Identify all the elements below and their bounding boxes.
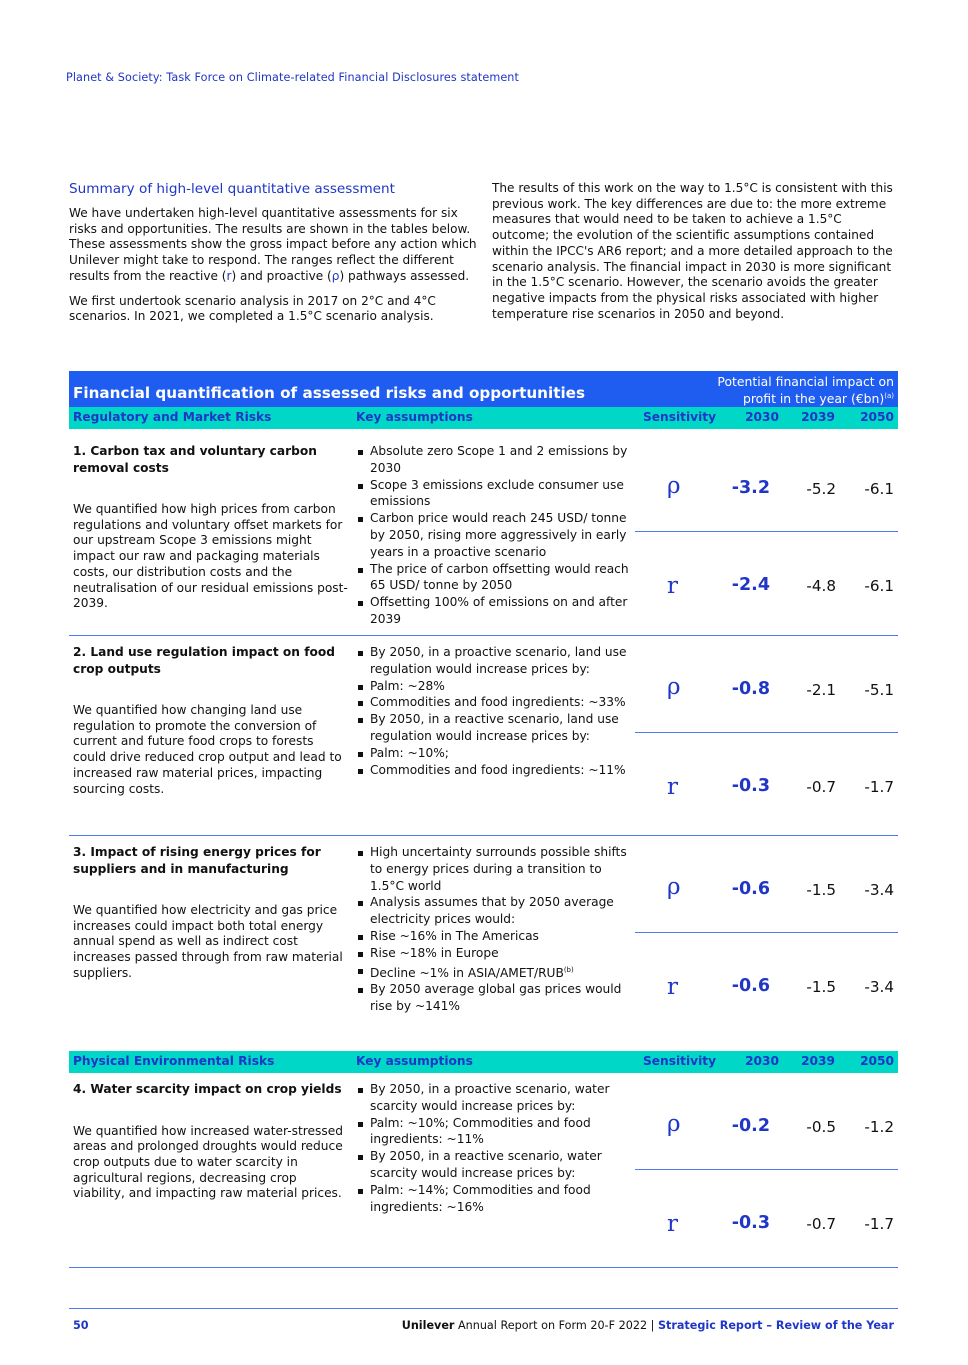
proactive-values <box>635 435 898 532</box>
value-2039: -0.7 <box>806 1215 836 1233</box>
assumption-subitem: Commodities and food ingredients: ~33% <box>356 694 632 711</box>
value-2050: -1.2 <box>864 1118 894 1136</box>
reactive-symbol: r <box>667 1211 678 1237</box>
assumption-subitem: Decline ~1% in ASIA/AMET/RUB$^{(b)}$ <box>356 962 632 982</box>
key-assumptions <box>356 844 632 1015</box>
assumption-item: Scope 3 emissions exclude consumer use emissions <box>356 477 632 511</box>
assumption-subitem: Palm: ~10%; <box>356 745 632 762</box>
risk-row-water-scarcity <box>69 1073 898 1268</box>
risk-row-land-use <box>69 636 898 836</box>
key-assumptions <box>356 644 632 778</box>
summary-heading: Summary of high-level quantitative assessment <box>69 181 395 197</box>
assumption-item: By 2050, in a proactive scenario, water scarcity would increase prices by: <box>356 1081 632 1115</box>
proactive-symbol: ρ <box>331 268 340 283</box>
value-2050: -3.4 <box>864 978 894 996</box>
value-2030: -0.3 <box>731 1213 770 1233</box>
risk-description: We quantified how changing land use regulation to promote the conversion of current and future food crops to forests could drive reduced crop output and lead to increased raw material prices, impacting sourcing costs. <box>73 703 342 796</box>
footnote-marker: (b) <box>563 965 574 974</box>
assumption-item: By 2050, in a reactive scenario, water scarcity would increase prices by: <box>356 1148 632 1182</box>
col-2039: 2039 <box>801 410 835 424</box>
assumption-item: High uncertainty surrounds possible shifts to energy prices during a transition to 1.5°C world <box>356 844 632 894</box>
reactive-symbol: r <box>667 974 678 1000</box>
key-assumptions <box>356 1081 632 1215</box>
financial-quantification-table <box>69 371 898 1268</box>
assumption-item: Offsetting 100% of emissions on and after 2039 <box>356 594 632 628</box>
intro-paragraph-1: We have undertaken high-level quantitative assessments for six risks and opportunities. The results are shown in the tables below. These assessments show the gross impact before any action which Unilever might take to respond. The ranges reflect the different results from the reactive (r) and proactive (ρ) pathways assessed. <box>69 206 477 283</box>
proactive-values <box>635 636 898 733</box>
risk-description: We quantified how high prices from carbon regulations and voluntary offset markets for our upstream Scope 3 emissions might impact our raw and packaging materials costs, our distribution costs and the neutralisation of our residual emissions post-2039. <box>73 502 348 611</box>
proactive-symbol: ρ <box>667 473 681 499</box>
value-2050: -3.4 <box>864 881 894 899</box>
assumption-item: By 2050, in a reactive scenario, land use regulation would increase prices by: <box>356 711 632 745</box>
assumption-item: By 2050, in a proactive scenario, land use regulation would increase prices by: <box>356 644 632 678</box>
assumption-item: The price of carbon offsetting would reach 65 USD/ tonne by 2050 <box>356 561 632 595</box>
reactive-symbol: r <box>226 268 232 283</box>
value-2039: -2.1 <box>806 681 836 699</box>
value-2050: -6.1 <box>864 480 894 498</box>
col-assumptions: Key assumptions <box>356 1054 473 1068</box>
reactive-symbol: r <box>667 774 678 800</box>
assumption-item: Carbon price would reach 245 USD/ tonne by 2050, rising more aggressively in early years in a proactive scenario <box>356 510 632 560</box>
value-2050: -1.7 <box>864 778 894 796</box>
value-2039: -5.2 <box>806 480 836 498</box>
value-2039: -1.5 <box>806 978 836 996</box>
col-2030: 2030 <box>745 410 779 424</box>
intro-paragraph-3: The results of this work on the way to 1.5°C is consistent with this previous work. The key differences are due to: the more extreme measures that would need to be taken to achieve a 1.5°C outcome; the evolution of the scientific assumptions contained within the IPCC's AR6 report; and a more detailed approach to the scenario analysis. The financial impact in 2030 is more significant in the 1.5°C scenario. However, the scenario avoids the greater negative impacts from the physical risks associated with higher temperature rise scenarios in 2050 and beyond. <box>492 181 893 321</box>
impact-header: Potential financial impact on profit in the year (€bn)$^{(a)}$ <box>717 374 894 407</box>
col-2050: 2050 <box>860 1054 894 1068</box>
footer-report-title: Unilever Annual Report on Form 20-F 2022 | Strategic Report – Review of the Year <box>401 1319 894 1332</box>
table-title: Financial quantification of assessed risks and opportunities <box>73 384 585 402</box>
proactive-symbol: ρ <box>667 874 681 900</box>
reactive-values <box>635 1170 898 1267</box>
reactive-symbol: r <box>667 573 678 599</box>
value-2030: -0.2 <box>731 1116 770 1136</box>
intro-right-column <box>492 181 902 331</box>
risk-title: 4. Water scarcity impact on crop yields <box>73 1082 342 1096</box>
assumption-subitem: Palm: ~10%; Commodities and food ingredients: ~11% <box>356 1115 632 1149</box>
assumption-item: Absolute zero Scope 1 and 2 emissions by 2030 <box>356 443 632 477</box>
assumption-subitem: Rise ~18% in Europe <box>356 945 632 962</box>
assumption-subitem: Rise ~16% in The Americas <box>356 928 632 945</box>
value-2050: -6.1 <box>864 577 894 595</box>
assumption-item: By 2050 average global gas prices would rise by ~141% <box>356 981 632 1015</box>
value-2039: -0.5 <box>806 1118 836 1136</box>
page-number: 50 <box>73 1319 89 1332</box>
risk-title: 1. Carbon tax and voluntary carbon removal costs <box>73 444 317 475</box>
footer-section-link: Strategic Report – Review of the Year <box>657 1319 894 1332</box>
running-header: Planet & Society: Task Force on Climate-related Financial Disclosures statement <box>66 71 519 84</box>
key-assumptions <box>356 443 632 628</box>
assumption-subitem: Commodities and food ingredients: ~11% <box>356 762 632 779</box>
value-2030: -0.8 <box>731 679 770 699</box>
group-name: Regulatory and Market Risks <box>73 410 272 424</box>
col-2030: 2030 <box>745 1054 779 1068</box>
proactive-symbol: ρ <box>667 674 681 700</box>
reactive-values <box>635 733 898 830</box>
footer-divider <box>69 1308 898 1309</box>
value-2030: -0.3 <box>731 776 770 796</box>
value-2030: -3.2 <box>731 478 770 498</box>
risk-row-energy-prices <box>69 836 898 1036</box>
value-2039: -4.8 <box>806 577 836 595</box>
assumption-item: Analysis assumes that by 2050 average electricity prices would: <box>356 894 632 928</box>
value-2030: -0.6 <box>731 879 770 899</box>
value-2039: -1.5 <box>806 881 836 899</box>
risk-row-carbon-tax <box>69 435 898 636</box>
col-sensitivity: Sensitivity <box>643 410 717 424</box>
value-2050: -5.1 <box>864 681 894 699</box>
value-2030: -2.4 <box>731 575 770 595</box>
value-2030: -0.6 <box>731 976 770 996</box>
reactive-values <box>635 532 898 629</box>
intro-paragraph-2: We first undertook scenario analysis in 2017 on 2°C and 4°C scenarios. In 2021, we completed a 1.5°C scenario analysis. <box>69 293 436 324</box>
col-assumptions: Key assumptions <box>356 410 473 424</box>
risk-description: We quantified how electricity and gas price increases could impact both total energy annual spend as well as indirect cost increases passed through from raw material suppliers. <box>73 903 343 980</box>
risk-description: We quantified how increased water-stressed areas and prolonged droughts would reduce crop outputs due to water scarcity in agricultural regions, decreasing crop viability, and impacting raw material prices. <box>73 1123 343 1201</box>
risk-title: 2. Land use regulation impact on food crop outputs <box>73 645 335 676</box>
group-name: Physical Environmental Risks <box>73 1054 275 1068</box>
assumption-subitem: Palm: ~28% <box>356 678 632 695</box>
proactive-values <box>635 1073 898 1170</box>
col-sensitivity: Sensitivity <box>643 1054 717 1068</box>
table-title-bar <box>69 371 898 407</box>
reactive-values <box>635 933 898 1030</box>
assumption-subitem: Palm: ~14%; Commodities and food ingredients: ~16% <box>356 1182 632 1216</box>
intro-left-column <box>69 181 479 334</box>
proactive-symbol: ρ <box>667 1111 681 1137</box>
value-2050: -1.7 <box>864 1215 894 1233</box>
value-2039: -0.7 <box>806 778 836 796</box>
group-header-regulatory <box>69 407 898 429</box>
col-2039: 2039 <box>801 1054 835 1068</box>
col-2050: 2050 <box>860 410 894 424</box>
group-header-physical <box>69 1051 898 1073</box>
risk-title: 3. Impact of rising energy prices for suppliers and in manufacturing <box>73 845 321 876</box>
proactive-values <box>635 836 898 933</box>
